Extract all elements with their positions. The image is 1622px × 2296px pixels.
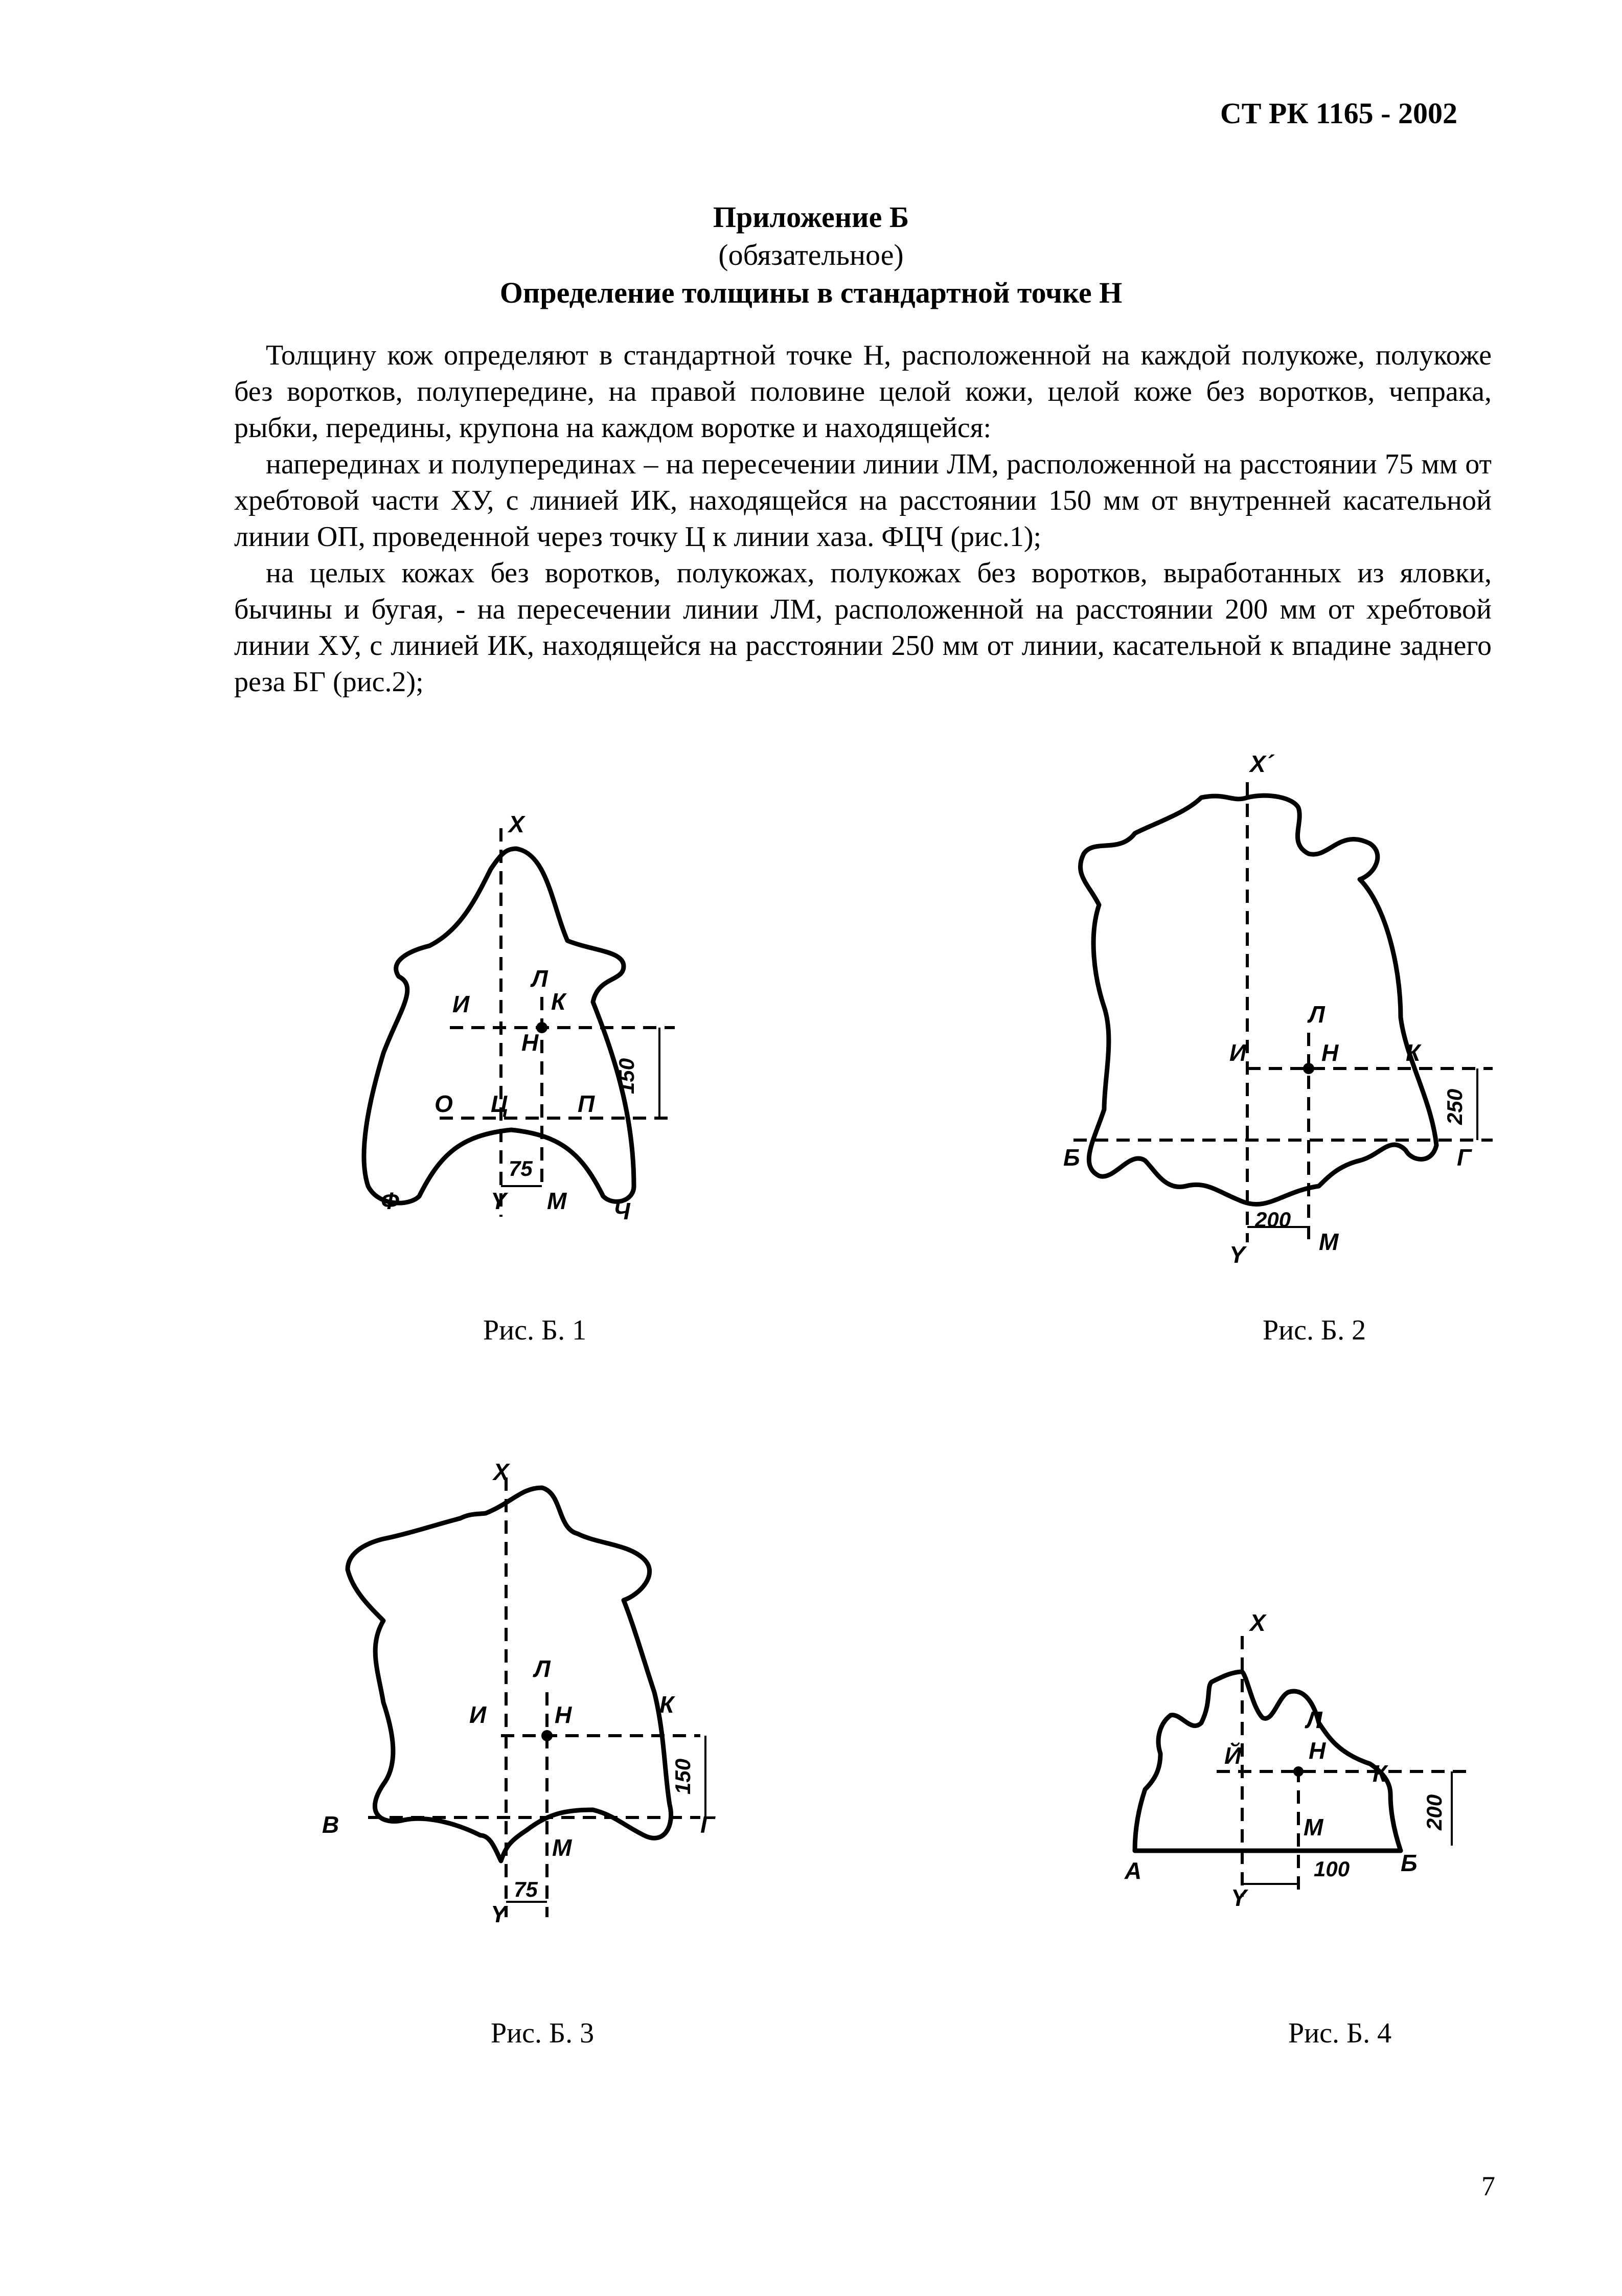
fig3-dim-horizontal: 75 — [514, 1877, 538, 1901]
appendix-status: (обязательное) — [718, 238, 904, 271]
fig2-label-g: Г — [1457, 1144, 1472, 1171]
fig2-label-i: И — [1229, 1039, 1247, 1066]
fig2-label-x: Х´ — [1250, 751, 1273, 777]
figure-b3-caption: Рис. Б. 3 — [491, 2017, 595, 2049]
fig1-label-ch: Ч — [613, 1198, 630, 1224]
fig2-label-l: Л — [1309, 1001, 1325, 1028]
figure-b2-caption: Рис. Б. 2 — [1263, 1314, 1366, 1346]
fig2-label-n: Н — [1321, 1039, 1339, 1066]
fig3-label-v: В — [322, 1811, 339, 1838]
fig2-label-b: Б — [1063, 1144, 1080, 1171]
paragraph: наперединах и полуперединах – на пересечении линии ЛМ, расположенной на расстоянии 75 мм от хребтовой части ХУ, с линией ИК, находящейся на расстоянии 150 мм от внутренней касательной линии ОП, проведенной через точку Ц к линии хаза. ФЦЧ (рис.1); — [234, 448, 1492, 553]
figure-b2 — [1053, 751, 1513, 1268]
fig2-dim-horizontal: 200 — [1255, 1208, 1291, 1232]
body-text — [234, 337, 1492, 700]
fig1-label-l: Л — [532, 965, 548, 992]
fig1-label-o: О — [435, 1090, 453, 1117]
fig3-label-y: Y — [491, 1901, 507, 1927]
fig4-label-a: А — [1125, 1857, 1142, 1884]
fig3-label-n: Н — [555, 1701, 572, 1728]
figure-b1-caption: Рис. Б. 1 — [483, 1314, 587, 1346]
fig4-label-m: М — [1304, 1814, 1323, 1840]
fig1-label-k: К — [551, 988, 566, 1015]
figure-b2-drawing — [1053, 751, 1513, 1268]
fig4-label-n: Н — [1309, 1737, 1326, 1764]
fig2-label-m: М — [1319, 1229, 1339, 1255]
figure-b1-drawing — [307, 798, 716, 1247]
fig4-label-y: Y — [1231, 1884, 1247, 1911]
figure-b4 — [1114, 1600, 1523, 1911]
fig3-label-x: Х — [493, 1459, 509, 1485]
figure-b4-caption: Рис. Б. 4 — [1288, 2017, 1392, 2049]
fig3-label-l: Л — [534, 1655, 551, 1682]
fig1-dim-vertical: 150 — [614, 1058, 638, 1094]
fig2-dim-vertical: 250 — [1443, 1088, 1467, 1125]
figure-b3 — [307, 1457, 716, 1927]
fig3-label-k: К — [659, 1691, 674, 1718]
fig4-dim-horizontal: 100 — [1314, 1857, 1350, 1881]
fig1-label-m: М — [547, 1188, 567, 1214]
fig4-label-i: Й — [1224, 1742, 1242, 1769]
fig1-label-n: Н — [521, 1029, 539, 1056]
fig3-label-g: Г — [700, 1811, 715, 1838]
fig1-label-x: Х — [509, 811, 524, 837]
fig4-label-x: Х — [1250, 1609, 1266, 1636]
appendix-title: Приложение Б — [713, 200, 909, 234]
fig1-label-ts: Ц — [491, 1090, 508, 1117]
appendix-heading — [0, 198, 1622, 312]
fig3-label-i: И — [469, 1701, 487, 1728]
figure-b1 — [307, 798, 716, 1247]
fig3-label-m: М — [552, 1834, 572, 1861]
fig3-dim-vertical: 150 — [671, 1758, 695, 1794]
figure-b4-drawing — [1114, 1600, 1523, 1911]
document-code: СТ РК 1165 - 2002 — [1220, 97, 1457, 130]
fig2-label-y: Y — [1229, 1241, 1245, 1268]
page-number: 7 — [1481, 2171, 1495, 2201]
paragraph: на целых кожах без воротков, полукожах, полукожах без воротков, выработанных из яловки, бычины и бугая, - на пересечении линии ЛМ, расположенной на расстоянии 200 мм от хребтовой линии ХУ, с линией ИК, находящейся на расстоянии 250 мм от линии, касательной к впадине заднего реза БГ (рис.2); — [234, 557, 1492, 698]
fig4-label-k: К — [1373, 1760, 1387, 1787]
fig1-dim-horizontal: 75 — [509, 1156, 533, 1180]
fig4-label-b: Б — [1401, 1850, 1418, 1876]
fig1-label-i: И — [452, 991, 470, 1017]
fig1-label-y: Y — [491, 1188, 507, 1214]
fig1-label-f: Ф — [381, 1188, 399, 1214]
figure-b3-drawing — [307, 1457, 716, 1927]
fig2-label-k: К — [1406, 1039, 1421, 1066]
fig1-label-p: П — [578, 1090, 595, 1117]
paragraph: Толщину кож определяют в стандартной точке Н, расположенной на каждой полукоже, полукоже без воротков, полупередине, на правой половине целой кожи, целой коже без воротков, чепрака, рыбки, передины, крупона на каждом воротке и находящейся: — [234, 339, 1492, 444]
fig4-label-l: Л — [1306, 1707, 1322, 1733]
section-title: Определение толщины в стандартной точке Н — [499, 276, 1123, 309]
fig4-dim-vertical: 200 — [1422, 1794, 1446, 1830]
